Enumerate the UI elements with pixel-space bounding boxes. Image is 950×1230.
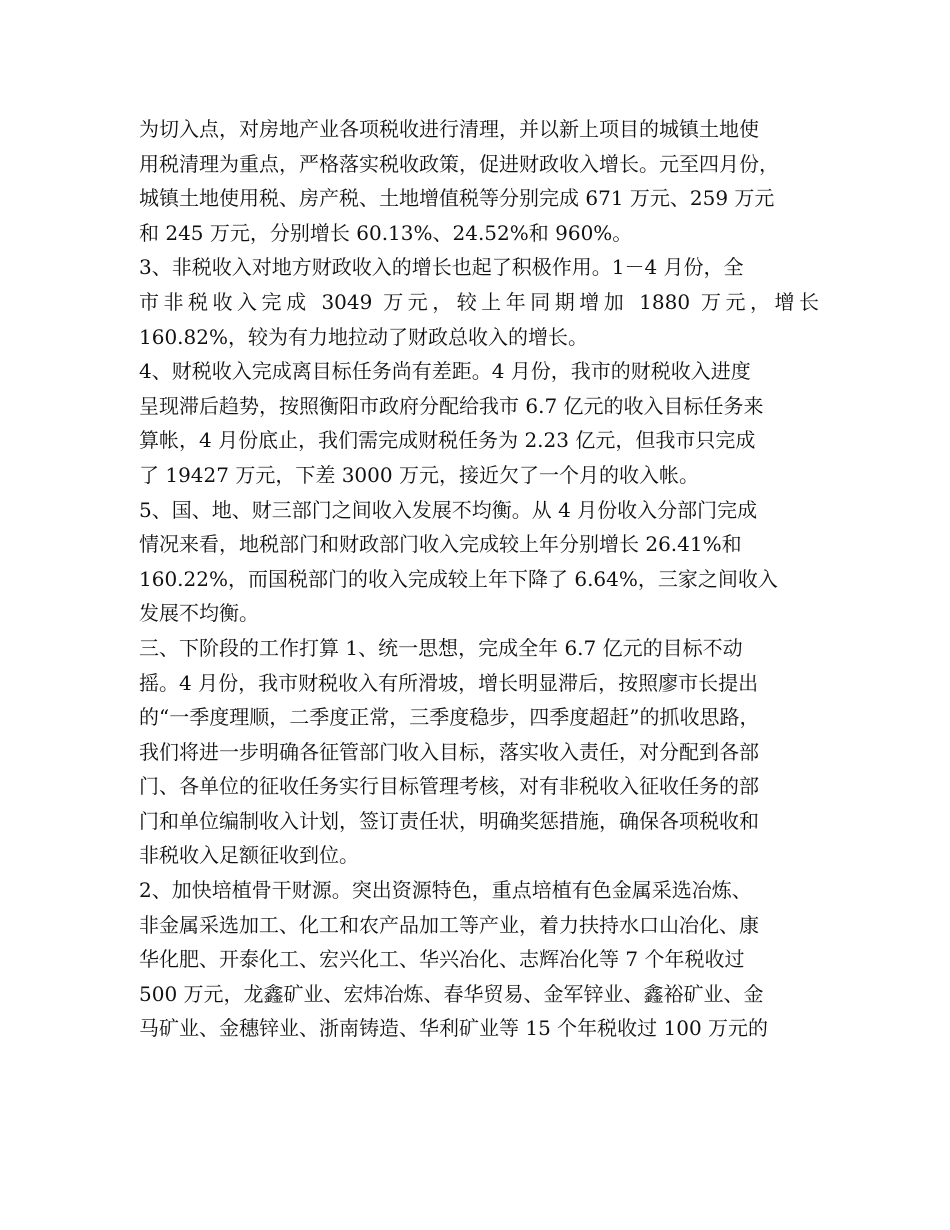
text-line: 马矿业、金穗锌业、浙南铸造、华利矿业等 15 个年税收过 100 万元的 [139,1016,769,1041]
text-line: 我们将进一步明确各征管部门收入目标，落实收入责任，对分配到各部 [139,739,759,764]
text-line: 华化肥、开泰化工、宏兴化工、华兴冶化、志辉冶化等 7 个年税收过 [139,947,745,972]
text-line: 用税清理为重点，严格落实税收政策，促进财政收入增长。元至四月份， [139,151,779,176]
text-line: 160.22%，而国税部门的收入完成较上年下降了 6.64%，三家之间收入 [139,566,778,591]
text-line: 市非税收入完成 3049 万元，较上年同期增加 1880 万元，增长 [139,289,819,314]
text-line: 情况来看，地税部门和财政部门收入完成较上年分别增长 26.41%和 [139,532,742,557]
text-line: 为切入点，对房地产业各项税收进行清理，并以新上项目的城镇土地使 [139,117,759,141]
text-line: 5、国、地、财三部门之间收入发展不均衡。从 4 月份收入分部门完成 [139,497,758,522]
text-line: 3、非税收入对地方财政收入的增长也起了积极作用。1－4 月份，全 [139,255,744,280]
text-line: 500 万元，龙鑫矿业、宏炜冶炼、春华贸易、金军锌业、鑫裕矿业、金 [139,981,764,1006]
text-line: 发展不均衡。 [139,601,259,626]
document-body [139,112,819,1046]
text-line: 了 19427 万元，下差 3000 万元，接近欠了一个月的收入帐。 [139,462,699,487]
text-line: 的“一季度理顺，二季度正常，三季度稳步，四季度超赶”的抓收思路， [139,705,760,730]
text-line: 非金属采选加工、化工和农产品加工等产业，着力扶持水口山冶化、康 [139,912,759,937]
text-line: 非税收入足额征收到位。 [139,843,359,868]
text-line: 城镇土地使用税、房产税、土地增值税等分别完成 671 万元、259 万元 [139,186,775,211]
text-line: 呈现滞后趋势，按照衡阳市政府分配给我市 6.7 亿元的收入目标任务来 [139,393,764,418]
text-line: 2、加快培植骨干财源。突出资源特色，重点培植有色金属采选冶炼、 [139,878,752,903]
text-line: 门、各单位的征收任务实行目标管理考核，对有非税收入征收任务的部 [139,774,759,799]
text-line: 摇。4 月份，我市财税收入有所滑坡，增长明显滞后，按照廖市长提出 [139,670,759,695]
text-line: 和 245 万元，分别增长 60.13%、24.52%和 960%。 [139,220,633,245]
text-line: 三、下阶段的工作打算 1、统一思想，完成全年 6.7 亿元的目标不动 [139,635,743,660]
text-line: 门和单位编制收入计划，签订责任状，明确奖惩措施，确保各项税收和 [139,808,759,833]
text-line: 160.82%，较为有力地拉动了财政总收入的增长。 [139,324,588,349]
text-line: 算帐，4 月份底止，我们需完成财税任务为 2.23 亿元，但我市只完成 [139,428,756,453]
text-line: 4、财税收入完成离目标任务尚有差距。4 月份，我市的财税收入进度 [139,359,751,384]
